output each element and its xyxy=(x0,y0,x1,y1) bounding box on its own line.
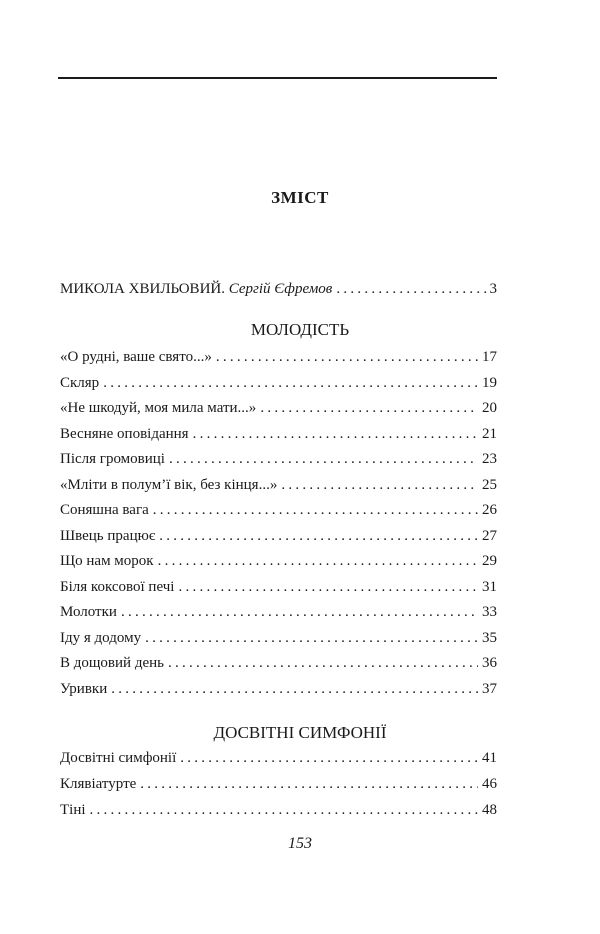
toc-entry xyxy=(60,655,497,675)
leader-dots xyxy=(260,400,478,417)
toc-entry xyxy=(60,451,497,471)
toc-entry xyxy=(60,681,497,701)
toc-entry-intro xyxy=(60,281,497,301)
leader-dots xyxy=(121,604,478,621)
entry-page: 27 xyxy=(482,527,497,544)
toc-entry xyxy=(60,802,497,822)
toc-entry xyxy=(60,477,497,497)
section-heading: ДОСВІТНІ СИМФОНІЇ xyxy=(213,723,387,742)
entry-title: Клявіатурте xyxy=(60,776,137,792)
entry-page: 36 xyxy=(482,655,497,671)
header-rule xyxy=(58,77,497,79)
entry-author: Сергій Єфремов xyxy=(228,281,333,297)
toc-entry xyxy=(60,579,497,599)
entry-title: Молотки xyxy=(60,604,117,620)
entry-page: 17 xyxy=(482,349,497,365)
entry-title: Уривки xyxy=(60,680,108,697)
entry-title: «Не шкодуй, моя мила мати...» xyxy=(60,400,257,416)
toc-entry xyxy=(60,553,497,573)
toc-entry xyxy=(60,426,497,446)
toc-entry xyxy=(60,349,497,369)
toc-entry xyxy=(60,776,497,796)
entry-title: «О рудні, ваше свято...» xyxy=(60,349,212,365)
toc-entry xyxy=(60,375,497,395)
entry-title: Тіні xyxy=(60,802,86,818)
entry-page: 29 xyxy=(482,553,497,569)
leader-dots xyxy=(140,776,478,793)
entry-title: Соняшна вага xyxy=(60,502,149,518)
leader-dots xyxy=(111,681,478,698)
leader-dots xyxy=(193,426,478,443)
entry-page: 25 xyxy=(482,476,497,493)
entry-title: Швець працює xyxy=(60,527,156,544)
toc-entry xyxy=(60,750,497,770)
toc-entry xyxy=(60,502,497,522)
entry-title: Іду я додому xyxy=(60,629,142,646)
leader-dots xyxy=(90,802,478,819)
entry-page: 23 xyxy=(482,451,497,467)
entry-page: 31 xyxy=(482,578,497,595)
entry-page: 26 xyxy=(482,502,497,518)
entry-title: Біля коксової печі xyxy=(60,578,175,595)
entry-page: 3 xyxy=(489,281,497,297)
entry-title: В дощовий день xyxy=(60,655,164,671)
entry-page: 21 xyxy=(482,425,497,442)
entry-title: Весняне оповідання xyxy=(60,425,189,442)
page-number: 153 xyxy=(288,835,312,852)
entry-title: Скляр xyxy=(60,374,100,391)
leader-dots xyxy=(336,281,489,298)
entry-title: Після громовиці xyxy=(60,451,165,467)
entry-title: Що нам морок xyxy=(60,553,154,569)
entry-page: 37 xyxy=(482,680,497,697)
page-title: ЗМІСТ xyxy=(271,188,329,207)
entry-page: 48 xyxy=(482,802,497,818)
leader-dots xyxy=(281,477,478,494)
leader-dots xyxy=(145,630,478,647)
section-heading: МОЛОДІСТЬ xyxy=(250,320,350,339)
entry-title: «Мліти в полум’ї вік, без кінця...» xyxy=(60,476,278,493)
leader-dots xyxy=(169,451,478,468)
entry-title: Досвітні симфонії xyxy=(60,750,177,766)
toc-entry xyxy=(60,528,497,548)
leader-dots xyxy=(153,502,478,519)
toc-entry xyxy=(60,604,497,624)
leader-dots xyxy=(178,579,478,596)
leader-dots xyxy=(180,750,478,767)
entry-page: 33 xyxy=(482,604,497,620)
toc-entry xyxy=(60,630,497,650)
entry-title: МИКОЛА ХВИЛЬОВИЙ. xyxy=(60,281,225,297)
leader-dots xyxy=(158,553,478,570)
leader-dots xyxy=(159,528,478,545)
entry-page: 41 xyxy=(482,750,497,766)
entry-page: 19 xyxy=(482,374,497,391)
leader-dots xyxy=(216,349,478,366)
entry-page: 46 xyxy=(482,776,497,792)
toc-entry xyxy=(60,400,497,420)
leader-dots xyxy=(168,655,478,672)
entry-page: 35 xyxy=(482,629,497,646)
leader-dots xyxy=(103,375,478,392)
entry-page: 20 xyxy=(482,400,497,416)
